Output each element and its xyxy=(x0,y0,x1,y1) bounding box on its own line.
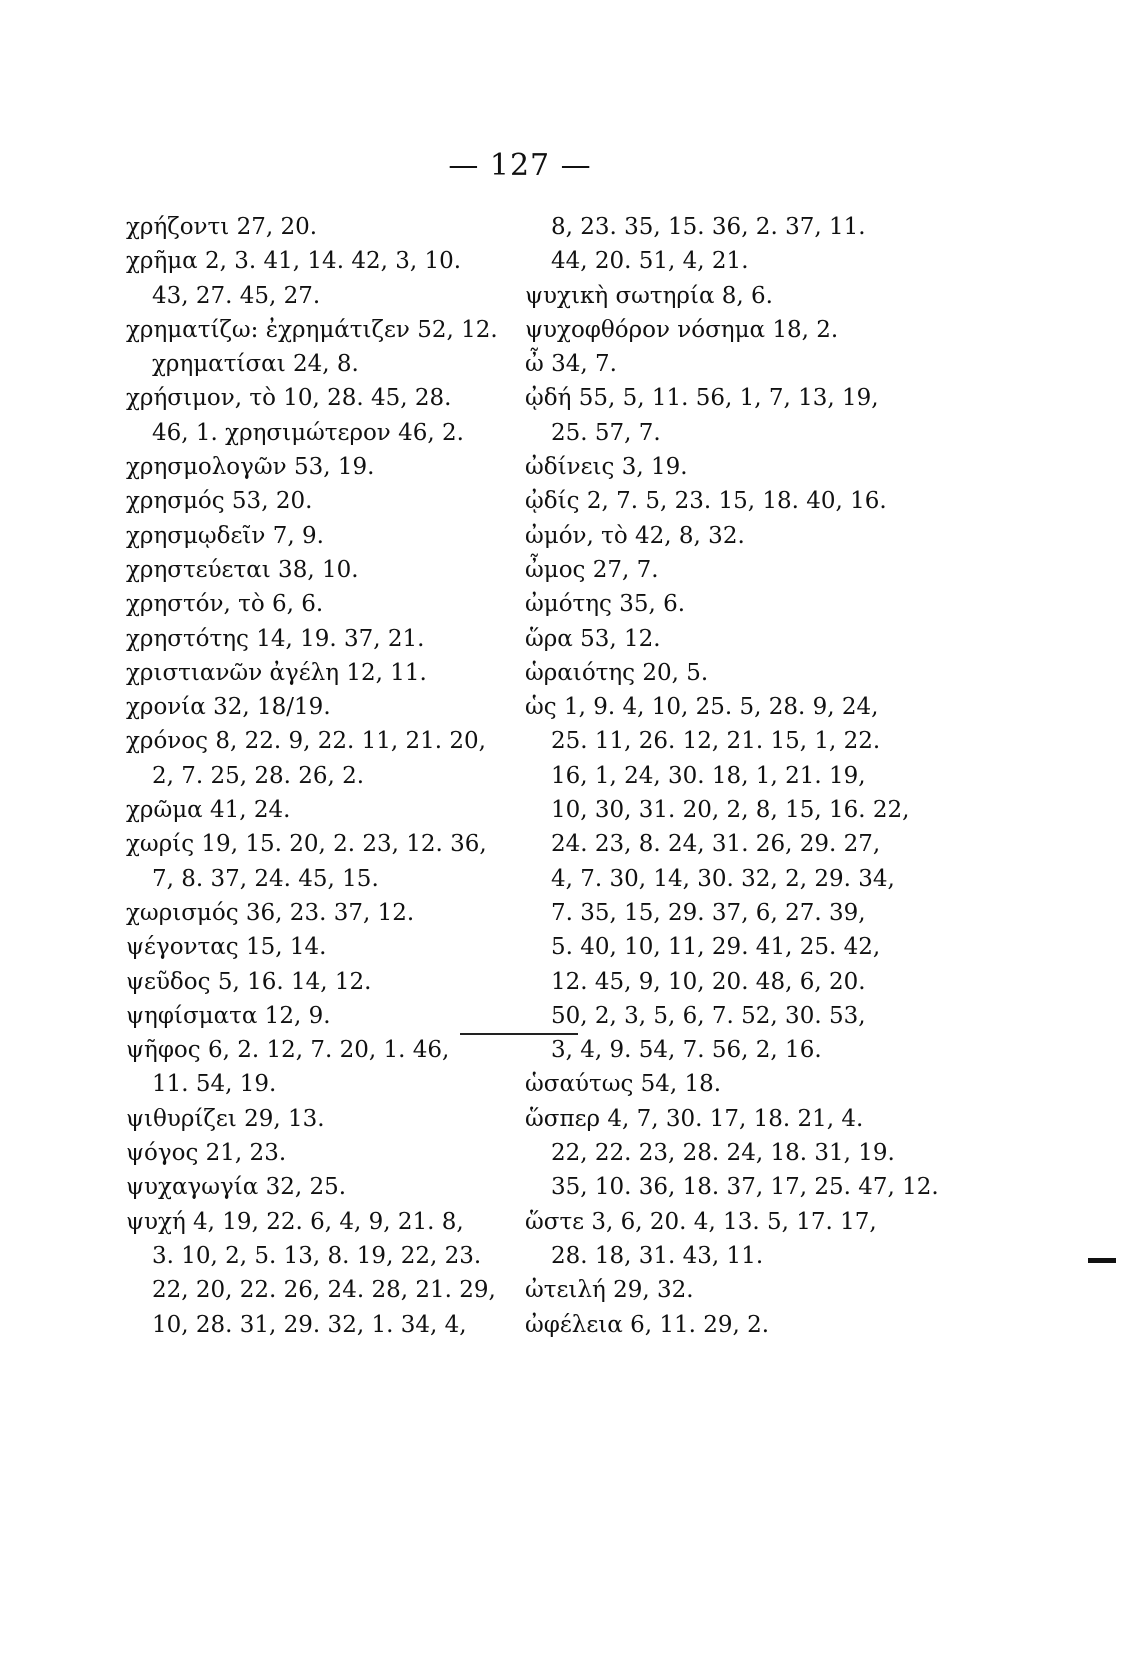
index-entry-line: 35, 10. 36, 18. 37, 17, 25. 47, 12. xyxy=(551,1174,939,1201)
index-entry-line: χρονία 32, 18/19. xyxy=(126,694,331,721)
index-entry-line: 24. 23, 8. 24, 31. 26, 29. 27, xyxy=(551,831,881,858)
index-entry-line: χρῆμα 2, 3. 41, 14. 42, 3, 10. xyxy=(126,248,462,275)
index-entry-line: χωρισμός 36, 23. 37, 12. xyxy=(126,899,415,926)
index-entry-line: 11. 54, 19. xyxy=(152,1071,277,1098)
index-entry-line: 16, 1, 24, 30. 18, 1, 21. 19, xyxy=(551,762,866,789)
index-entry-line: ὠδίνεις 3, 19. xyxy=(525,454,688,481)
index-entry-line: ὠφέλεια 6, 11. 29, 2. xyxy=(525,1311,770,1338)
index-entry-line: χρηματίζω: ἐχρημάτιζεν 52, 12. xyxy=(126,316,498,343)
index-entry-line: ψέγοντας 15, 14. xyxy=(126,934,327,961)
index-entry-line: ψεῦδος 5, 16. 14, 12. xyxy=(126,968,372,995)
index-entry-line: 22, 22. 23, 28. 24, 18. 31, 19. xyxy=(551,1140,895,1167)
index-entry-line: ὡσαύτως 54, 18. xyxy=(525,1071,722,1098)
index-entry-line: χρήζοντι 27, 20. xyxy=(126,214,318,240)
index-entry-line: ὠμότης 35, 6. xyxy=(525,591,686,618)
index-entry-line: ψυχικὴ σωτηρία 8, 6. xyxy=(525,282,773,309)
index-entry-line: ὠτειλή 29, 32. xyxy=(525,1277,694,1304)
index-entry-line: 46, 1. χρησιμώτερον 46, 2. xyxy=(152,419,464,446)
index-entry-line: ὥσπερ 4, 7, 30. 17, 18. 21, 4. xyxy=(525,1105,864,1132)
index-entry-line: 10, 30, 31. 20, 2, 8, 15, 16. 22, xyxy=(551,797,910,824)
index-entry-line: ὦμος 27, 7. xyxy=(525,556,659,583)
index-entry-line: ψηφίσματα 12, 9. xyxy=(126,1002,331,1029)
index-entry-line: 4, 7. 30, 14, 30. 32, 2, 29. 34, xyxy=(551,865,895,892)
index-entry-line: 25. 57, 7. xyxy=(551,419,661,446)
index-entry-line: ὥρα 53, 12. xyxy=(525,625,661,652)
index-entry-line: χρήσιμον, τὸ 10, 28. 45, 28. xyxy=(126,385,452,412)
index-entry-line: χριστιανῶν ἀγέλη 12, 11. xyxy=(126,659,427,686)
index-entry-line: 7. 35, 15, 29. 37, 6, 27. 39, xyxy=(551,899,866,926)
index-entry-line: χρηματίσαι 24, 8. xyxy=(152,351,359,378)
index-entry-line: ὠμόν, τὸ 42, 8, 32. xyxy=(525,522,745,549)
index-entry-line: 25. 11, 26. 12, 21. 15, 1, 22. xyxy=(551,728,881,755)
index-entry-line: ὡς 1, 9. 4, 10, 25. 5, 28. 9, 24, xyxy=(525,694,879,721)
index-entry-line: ψυχοφθόρον νόσημα 18, 2. xyxy=(525,316,839,343)
index-entry-line: χρησμολογῶν 53, 19. xyxy=(126,454,375,481)
index-entry-line: χρηστόν, τὸ 6, 6. xyxy=(126,591,324,618)
index-entry-line: ὡραιότης 20, 5. xyxy=(525,659,709,686)
index-entry-line: χρηστότης 14, 19. 37, 21. xyxy=(126,625,425,652)
index-entry-line: 22, 20, 22. 26, 24. 28, 21. 29, xyxy=(152,1277,496,1304)
index-entry-line: ψόγος 21, 23. xyxy=(126,1140,287,1167)
index-entry-line: 7, 8. 37, 24. 45, 15. xyxy=(152,865,379,892)
index-entry-line: 44, 20. 51, 4, 21. xyxy=(551,248,749,275)
index-entry-line: χρῶμα 41, 24. xyxy=(126,797,291,824)
index-entry-line: χρηστεύεται 38, 10. xyxy=(126,556,359,583)
index-entry-line: 3, 4, 9. 54, 7. 56, 2, 16. xyxy=(551,1037,822,1064)
index-entry-line: 28. 18, 31. 43, 11. xyxy=(551,1242,764,1269)
index-entry-line: ψυχή 4, 19, 22. 6, 4, 9, 21. 8, xyxy=(126,1208,464,1235)
index-entry-line: ψυχαγωγία 32, 25. xyxy=(126,1174,347,1201)
index-entry-line: 43, 27. 45, 27. xyxy=(152,282,321,309)
index-entry-line: χρησμῳδεῖν 7, 9. xyxy=(126,522,324,549)
index-entry-line: 3. 10, 2, 5. 13, 8. 19, 22, 23. xyxy=(152,1242,482,1269)
index-entry-line: ψῆφος 6, 2. 12, 7. 20, 1. 46, xyxy=(126,1037,450,1064)
index-entry-line: 8, 23. 35, 15. 36, 2. 37, 11. xyxy=(551,214,866,240)
margin-mark xyxy=(1088,1258,1116,1263)
index-entry-line: 2, 7. 25, 28. 26, 2. xyxy=(152,762,365,789)
index-entry-line: χρόνος 8, 22. 9, 22. 11, 21. 20, xyxy=(126,728,486,755)
index-entry-line: ὥστε 3, 6, 20. 4, 13. 5, 17. 17, xyxy=(525,1208,877,1235)
index-entry-line: ὦ 34, 7. xyxy=(525,351,617,378)
index-entry-line: ψιθυρίζει 29, 13. xyxy=(126,1105,325,1132)
index-entry-line: χρησμός 53, 20. xyxy=(126,488,313,515)
index-column-right xyxy=(525,210,995,1342)
index-entry-line: 10, 28. 31, 29. 32, 1. 34, 4, xyxy=(152,1311,467,1338)
index-entry-line: ᾠδή 55, 5, 11. 56, 1, 7, 13, 19, xyxy=(525,385,879,412)
index-entry-line: 12. 45, 9, 10, 20. 48, 6, 20. xyxy=(551,968,866,995)
index-entry-line: χωρίς 19, 15. 20, 2. 23, 12. 36, xyxy=(126,831,487,858)
index-entry-line: ᾠδίς 2, 7. 5, 23. 15, 18. 40, 16. xyxy=(525,488,887,515)
index-entry-line: 5. 40, 10, 11, 29. 41, 25. 42, xyxy=(551,934,881,961)
index-entry-line: 50, 2, 3, 5, 6, 7. 52, 30. 53, xyxy=(551,1002,866,1029)
page-number: — 127 — xyxy=(448,148,592,183)
